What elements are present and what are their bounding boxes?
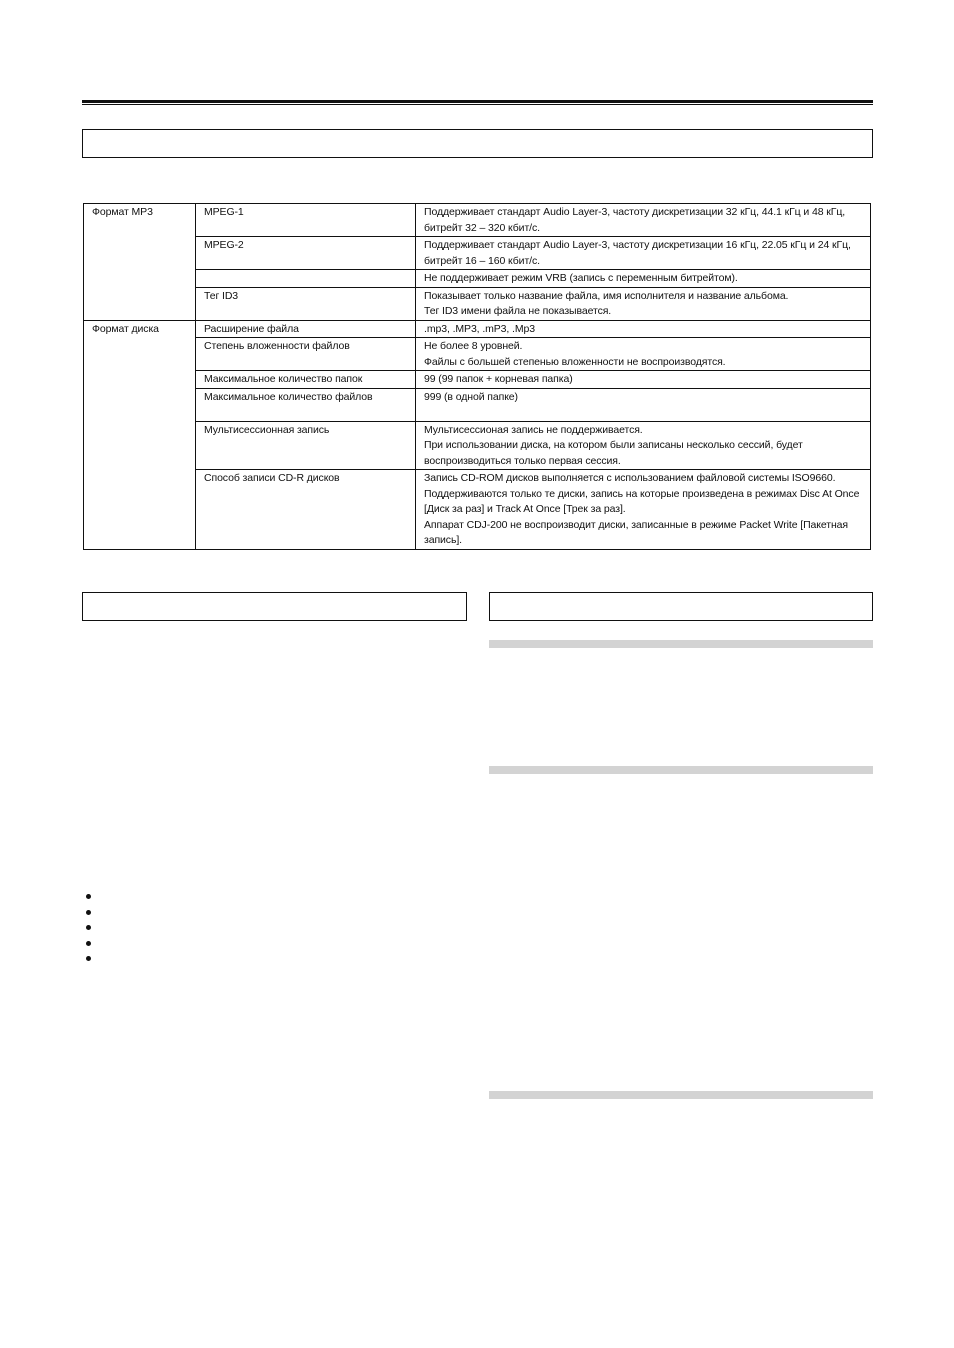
group-label: Формат диска: [92, 322, 159, 335]
value-cell-line: .mp3, .MP3, .mP3, .Mp3: [424, 322, 536, 335]
value-cell-line: Не поддерживает режим VRB (запись с переменным битрейтом).: [424, 272, 738, 284]
table-row: [84, 287, 871, 320]
value-cell-line: Запись CD-ROM дисков выполняется с использованием файловой системы ISO9660.: [424, 472, 836, 484]
group-cell: [84, 204, 196, 237]
param-cell: [196, 470, 416, 550]
bullet-icon: [86, 894, 91, 899]
value-cell-line: Поддерживает стандарт Audio Layer-3, частоту дискретизации 16 кГц, 22.05 кГц и 24 кГц,: [424, 239, 851, 251]
table-row: [84, 204, 871, 237]
group-cell: [84, 237, 196, 270]
table-row: [84, 338, 871, 371]
value-cell-line: 999 (в одной папке): [424, 390, 518, 403]
value-cell-line: битрейт 32 – 320 кбит/с.: [424, 221, 540, 234]
param-cell: [196, 237, 416, 270]
group-label: [92, 238, 187, 254]
gray-subheader-bar: [489, 640, 873, 648]
group-label: [92, 422, 187, 438]
spec-table-body: [84, 204, 871, 550]
param-cell-line: MPEG-2: [204, 239, 244, 251]
value-cell-line: Тег ID3 имени файла не показывается.: [424, 305, 612, 317]
value-cell-line: Поддерживаются только те диски, запись на которые произведена в режимах Disc At Once: [424, 487, 860, 500]
param-cell-line: Расширение файла: [204, 322, 299, 335]
group-label: [92, 288, 187, 304]
param-cell-line: Способ записи CD-R дисков: [204, 472, 340, 484]
spec-table: [83, 203, 871, 550]
param-cell: [196, 388, 416, 421]
param-cell-line: [204, 271, 407, 287]
value-cell: [416, 421, 871, 470]
top-rule-thin: [82, 104, 873, 105]
table-row: [84, 237, 871, 270]
value-cell: [416, 470, 871, 550]
bullet-icon: [86, 941, 91, 946]
group-label: [92, 389, 187, 405]
value-cell-line: Мультисессионая запись не поддерживается.: [424, 423, 643, 436]
section-header-main: [82, 129, 873, 158]
value-cell-line: Аппарат CDJ-200 не воспроизводит диски, записанные в режиме Packet Write [Пакетная: [424, 518, 849, 531]
param-cell: [196, 270, 416, 288]
param-cell: [196, 338, 416, 371]
param-cell: [196, 287, 416, 320]
group-label: [92, 271, 187, 287]
table-row: [84, 320, 871, 338]
value-cell-line: Поддерживает стандарт Audio Layer-3, частоту дискретизации 32 кГц, 44.1 кГц и 48 кГц,: [424, 206, 846, 218]
group-cell: [84, 470, 196, 550]
value-cell-line: Показывает только название файла, имя исполнителя и название альбома.: [424, 289, 789, 302]
table-row: [84, 388, 871, 421]
value-cell: [416, 388, 871, 421]
value-cell-line: 99 (99 папок + корневая папка): [424, 373, 573, 385]
param-cell-line: Степень вложенности файлов: [204, 340, 350, 352]
table-row: [84, 421, 871, 470]
gray-subheader-bar: [489, 1091, 873, 1099]
value-cell-line: Файлы с большей степенью вложенности не воспроизводятся.: [424, 355, 726, 368]
param-cell: [196, 371, 416, 389]
value-cell-line: [Диск за раз] и Track At Once [Трек за раз].: [424, 503, 626, 515]
section-header-right: [489, 592, 873, 621]
param-cell: [196, 320, 416, 338]
value-cell: [416, 237, 871, 270]
group-label: [92, 372, 187, 388]
bullet-icon: [86, 956, 91, 961]
table-row: [84, 371, 871, 389]
group-cell: [84, 371, 196, 389]
bullet-icon: [86, 925, 91, 930]
group-label: [92, 339, 187, 355]
value-cell-line: [424, 405, 862, 421]
group-cell: [84, 421, 196, 470]
value-cell-line: Не более 8 уровней.: [424, 340, 523, 352]
param-cell-line: Тег ID3: [204, 289, 239, 302]
value-cell-line: битрейт 16 – 160 кбит/с.: [424, 254, 540, 267]
group-cell: [84, 320, 196, 338]
value-cell: [416, 270, 871, 288]
param-cell-line: Максимальное количество файлов: [204, 390, 373, 403]
group-label: [92, 471, 187, 487]
group-label: Формат MP3: [92, 206, 153, 218]
bullet-icon: [86, 910, 91, 915]
value-cell: [416, 338, 871, 371]
value-cell: [416, 320, 871, 338]
top-rule: [82, 100, 873, 103]
gray-subheader-bar: [489, 766, 873, 774]
param-cell: [196, 421, 416, 470]
value-cell-line: запись].: [424, 534, 462, 546]
group-cell: [84, 388, 196, 421]
section-header-left: [82, 592, 467, 621]
param-cell-line: MPEG-1: [204, 206, 244, 218]
table-row: [84, 270, 871, 288]
value-cell-line: воспроизводиться только первая сессия.: [424, 454, 621, 467]
param-cell-line: Мультисессионная запись: [204, 423, 330, 436]
group-cell: [84, 338, 196, 371]
table-row: [84, 470, 871, 550]
value-cell: [416, 371, 871, 389]
group-cell: [84, 287, 196, 320]
param-cell: [196, 204, 416, 237]
param-cell-line: Максимальное количество папок: [204, 373, 363, 385]
value-cell-line: При использовании диска, на котором были записаны несколько сессий, будет: [424, 439, 803, 451]
group-cell: [84, 270, 196, 288]
value-cell: [416, 204, 871, 237]
value-cell: [416, 287, 871, 320]
